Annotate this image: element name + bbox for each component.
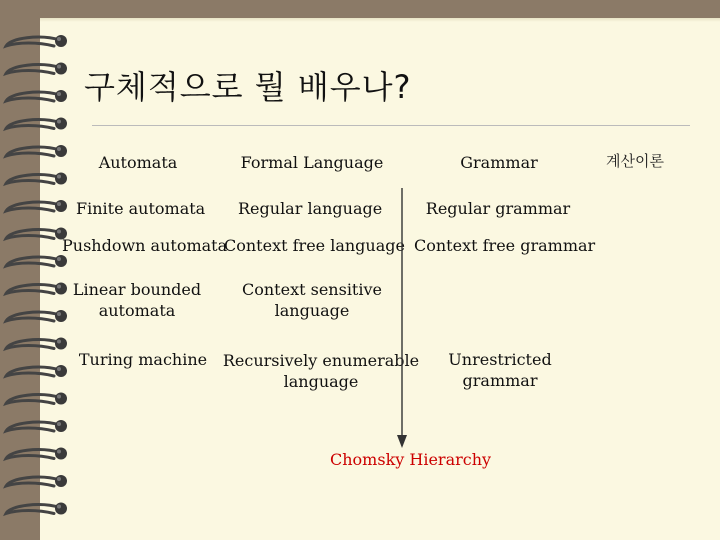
row3-language: Context sensitive language <box>242 280 382 320</box>
row4-language: Recursively enumerable language <box>222 351 420 391</box>
spiral-binding-ring-icon <box>6 173 67 185</box>
row3-automata: Linear bounded automata <box>72 280 202 320</box>
spiral-binding-ring-icon <box>6 200 67 212</box>
spiral-binding-ring-icon <box>6 393 67 405</box>
row4-grammar: Unrestricted grammar <box>448 350 552 390</box>
row2-automata: Pushdown automata <box>62 236 228 255</box>
spiral-binding-ring-icon <box>6 365 67 377</box>
spiral-binding-ring-icon <box>6 90 67 102</box>
side-label: 계산이론 <box>606 152 664 170</box>
spiral-binding-ring-icon <box>6 283 67 295</box>
spiral-binding-ring-icon <box>6 228 67 240</box>
down-arrow-icon <box>394 188 414 450</box>
spiral-binding-ring-icon <box>6 145 67 157</box>
spiral-binding-ring-icon <box>6 448 67 460</box>
row2-language: Context free language <box>224 236 405 255</box>
spiral-binding-ring-icon <box>6 475 67 487</box>
header-language: Formal Language <box>240 153 384 172</box>
spiral-binding-ring-icon <box>6 310 67 322</box>
title-divider <box>92 125 690 126</box>
row1-automata: Finite automata <box>76 199 206 218</box>
spiral-binding-ring-icon <box>6 338 67 350</box>
header-automata: Automata <box>98 153 178 172</box>
spiral-binding-ring-icon <box>6 118 67 130</box>
spiral-binding <box>0 0 80 540</box>
spiral-binding-ring-icon <box>6 63 67 75</box>
row4-automata: Turing machine <box>78 350 208 369</box>
row1-language: Regular language <box>238 199 383 218</box>
spiral-binding-ring-icon <box>6 503 67 515</box>
spiral-binding-ring-icon <box>6 420 67 432</box>
slide-title: 구체적으로 뭘 배우나? <box>84 68 412 106</box>
page-top-shadow <box>40 18 720 22</box>
spiral-binding-ring-icon <box>6 35 67 47</box>
header-grammar: Grammar <box>460 153 538 172</box>
row2-grammar: Context free grammar <box>414 236 596 255</box>
chomsky-hierarchy-label: Chomsky Hierarchy <box>330 450 492 469</box>
row1-grammar: Regular grammar <box>425 199 571 218</box>
spiral-binding-ring-icon <box>6 255 67 267</box>
